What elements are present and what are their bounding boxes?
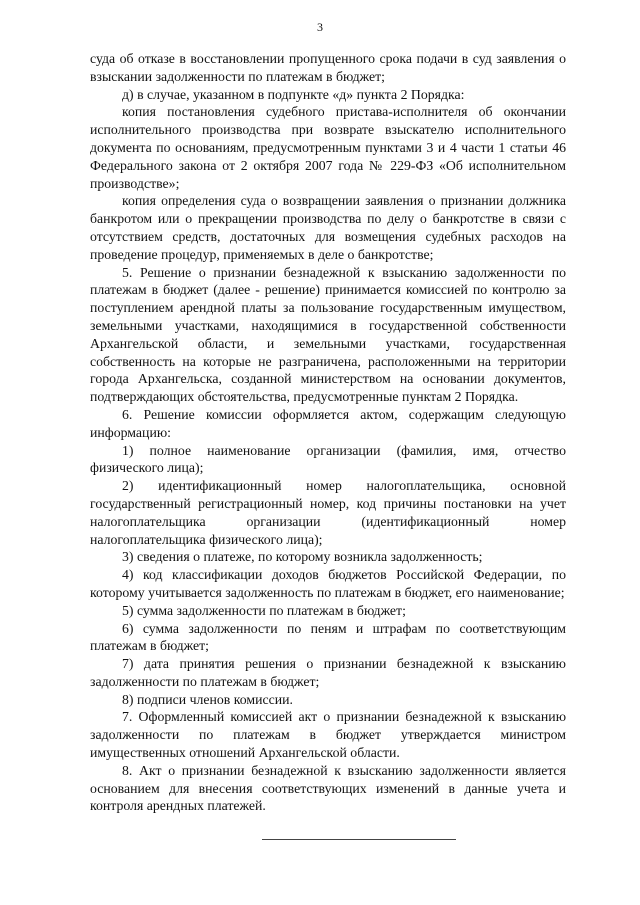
paragraph: 8) подписи членов комиссии. [122, 691, 293, 707]
paragraph: д) в случае, указанном в подпункте «д» пункта 2 Порядка: [122, 86, 465, 102]
paragraph: 7) дата принятия решения о признании безнадежной к взысканию задолженности по платежам в бюджет; [90, 656, 566, 689]
paragraph: 6. Решение комиссии оформляется актом, содержащим следующую информацию: [90, 406, 566, 440]
paragraph: 8. Акт о признании безнадежной к взысканию задолженности является основанием для внесения соответствующих изменений в данные учета и контроля арендных платежей. [90, 762, 566, 814]
paragraph: 6) сумма задолженности по пеням и штрафам по соответствующим платежам в бюджет; [90, 620, 566, 654]
page-number: 3 [317, 20, 323, 34]
paragraph: 4) код классификации доходов бюджетов Российской Федерации, по которому учитывается задолженность по платежам в бюджет, его наименование; [90, 567, 566, 600]
paragraph: 1) полное наименование организации (фамилия, имя, отчество физического лица); [90, 442, 566, 476]
paragraph: 5) сумма задолженности по платежам в бюджет; [122, 602, 406, 618]
paragraph: суда об отказе в восстановлении пропущенного срока подачи в суд заявления о взыскании задолженности по платежам в бюджет; [90, 51, 566, 84]
paragraph: 5. Решение о признании безнадежной к взысканию задолженности по платежам в бюджет (далее - решение) принимается комиссией по контролю за поступлением арендной платы за пользование государственным имуществом, земельными участками, находящимися в государственной собственности Архангельской области, и земельными участками, государственная собственность на которые не разграничена, расположенными на территории города Архангельска, созданной министерством на основании документов, подтверждающих обстоятельства, предусмотренные пунктам 2 Порядка. [90, 264, 566, 405]
paragraph: 7. Оформленный комиссией акт о признании безнадежной к взысканию задолженности по платежам в бюджет утверждается министром имущественных отношений Архангельской области. [90, 709, 566, 761]
paragraph: 2) идентификационный номер налогоплательщика, основной государственный регистрационный номер, код причины постановки на учет налогоплательщика организации (идентификационный номер налогоплательщика физического лица); [90, 478, 566, 547]
paragraph: копия определения суда о возвращении заявления о признании должника банкротом или о прекращении производства по делу о банкротстве в связи с отсутствием средств, достаточных для возмещения судебных расходов на проведение процедур, применяемых в деле о банкротстве; [90, 193, 566, 262]
document-body [90, 50, 566, 815]
paragraph: копия постановления судебного пристава-исполнителя об окончании исполнительного производства при возврате взыскателю исполнительного документа по основаниям, предусмотренным пунктами 3 и 4 части 1 статьи 46 Федерального закона от 2 октября 2007 года № 229-ФЗ «Об исполнительном производстве»; [90, 104, 566, 191]
end-rule [262, 839, 456, 840]
paragraph: 3) сведения о платеже, по которому возникла задолженность; [122, 549, 483, 565]
